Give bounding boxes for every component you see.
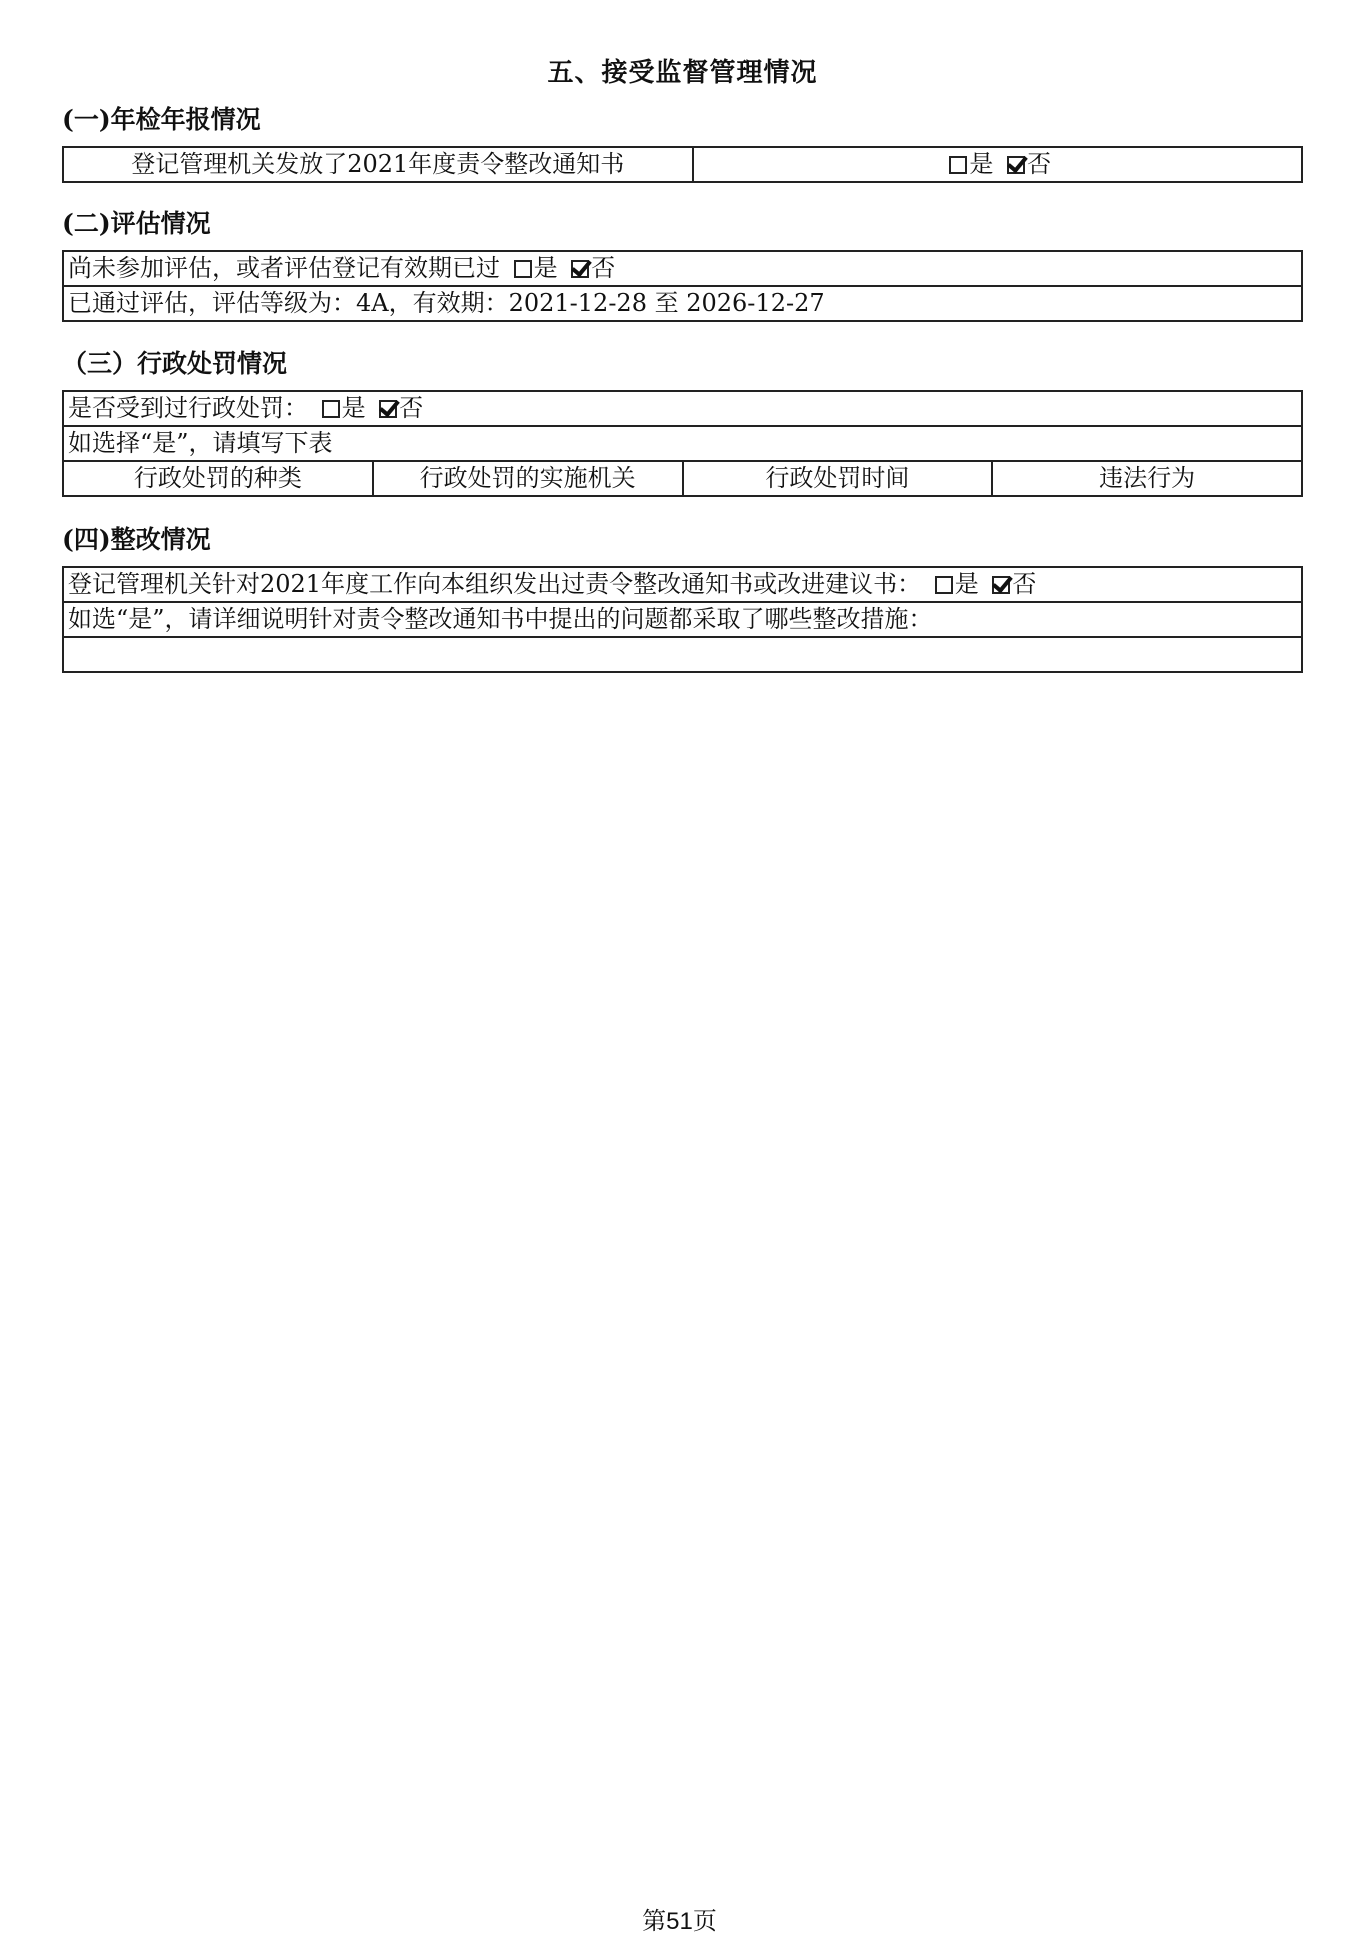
column-header: 行政处罚的实施机关	[373, 461, 683, 496]
table-row	[63, 147, 1302, 182]
evaluation-table	[62, 250, 1303, 322]
evaluation-grade-cell: 已通过评估，评估等级为：4A，有效期：2021-12-28 至 2026-12-27	[63, 286, 1302, 321]
checkbox-yes-label: 是	[969, 150, 994, 178]
checkbox-yes-label: 是	[954, 570, 979, 598]
checkbox-no-checked[interactable]	[379, 400, 397, 418]
penalty-question-cell	[63, 391, 1302, 426]
checkbox-no-label: 否	[1012, 570, 1037, 598]
checkbox-no-label: 否	[591, 254, 616, 282]
rectification-table	[62, 566, 1303, 673]
penalty-instruction: 如选择“是”，请填写下表	[63, 426, 1302, 461]
checkbox-yes[interactable]	[949, 156, 967, 174]
checkbox-yes[interactable]	[322, 400, 340, 418]
table-row	[63, 251, 1302, 286]
rectification-heading: (四)整改情况	[62, 525, 211, 554]
table-row	[63, 286, 1302, 321]
page-title: 五、接受监督管理情况	[547, 58, 818, 88]
rectification-question-text: 登记管理机关针对2021年度工作向本组织发出过责令整改通知书或改进建议书：	[68, 570, 922, 598]
table-row	[63, 602, 1302, 637]
column-header: 违法行为	[992, 461, 1302, 496]
annual-review-heading: (一)年检年报情况	[62, 105, 261, 134]
penalty-heading: （三）行政处罚情况	[62, 349, 288, 378]
penalty-header-row	[63, 461, 1302, 496]
checkbox-yes-label: 是	[341, 394, 366, 422]
table-row	[63, 391, 1302, 426]
annual-review-table	[62, 146, 1303, 183]
evaluation-heading: (二)评估情况	[62, 209, 211, 238]
penalty-question-text: 是否受到过行政处罚：	[68, 394, 308, 422]
annual-notice-answer	[693, 147, 1303, 182]
table-row	[63, 637, 1302, 672]
checkbox-no-checked[interactable]	[1007, 156, 1025, 174]
checkbox-no-checked[interactable]	[571, 260, 589, 278]
checkbox-yes-label: 是	[533, 254, 558, 282]
table-row	[63, 426, 1302, 461]
checkbox-no-checked[interactable]	[992, 576, 1010, 594]
checkbox-yes[interactable]	[935, 576, 953, 594]
rectification-answer-field[interactable]	[63, 637, 1302, 672]
page-number: 第51页	[642, 1908, 717, 1935]
rectification-question-cell	[63, 567, 1302, 602]
checkbox-yes[interactable]	[514, 260, 532, 278]
checkbox-no-label: 否	[1027, 150, 1052, 178]
penalty-table	[62, 390, 1303, 497]
annual-notice-question: 登记管理机关发放了2021年度责令整改通知书	[63, 147, 693, 182]
evaluation-status-text: 尚未参加评估，或者评估登记有效期已过	[68, 254, 500, 282]
rectification-instruction: 如选“是”，请详细说明针对责令整改通知书中提出的问题都采取了哪些整改措施：	[63, 602, 1302, 637]
column-header: 行政处罚的种类	[63, 461, 373, 496]
table-row	[63, 567, 1302, 602]
checkbox-no-label: 否	[399, 394, 424, 422]
evaluation-status-cell	[63, 251, 1302, 286]
column-header: 行政处罚时间	[683, 461, 993, 496]
